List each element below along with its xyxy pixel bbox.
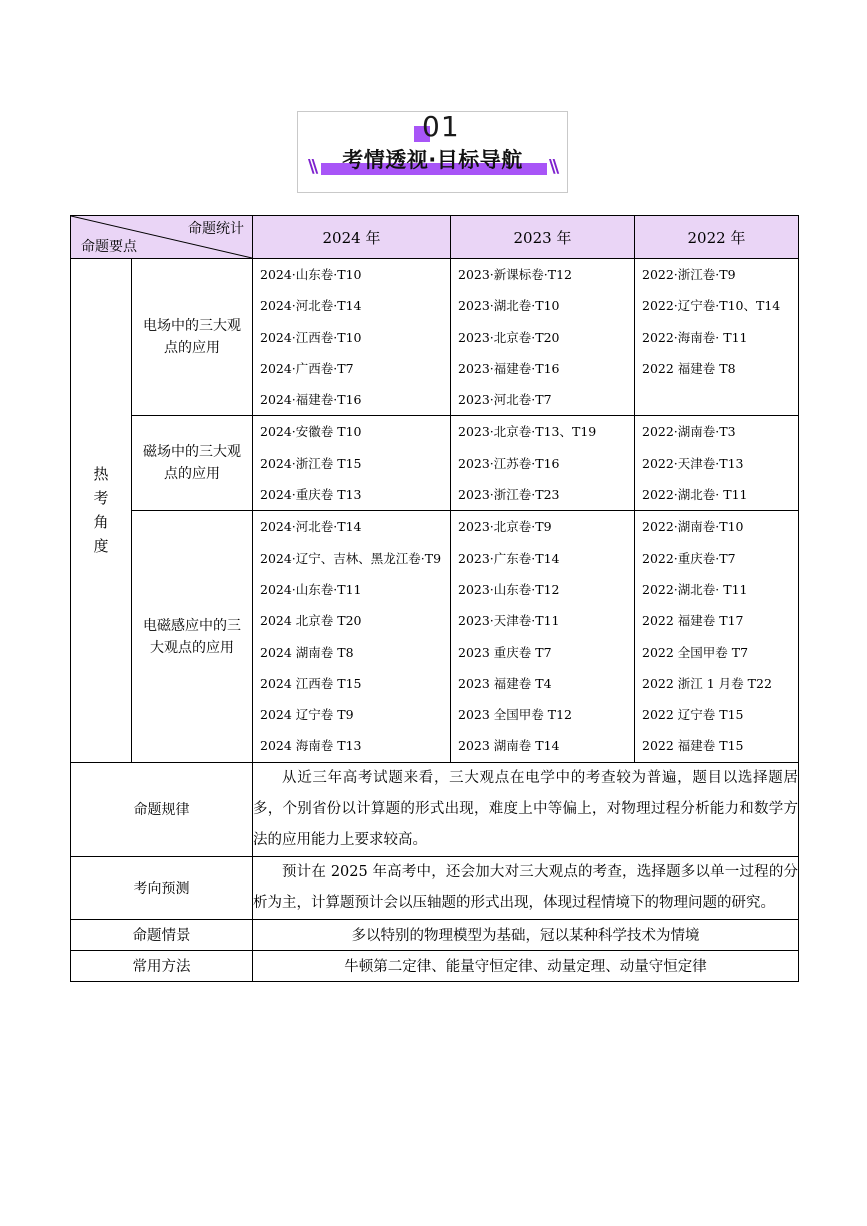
header-stat-label: 命题统计: [188, 221, 244, 237]
row-text-pattern: 从近三年高考试题来看，三大观点在电学中的考查较为普遍，题目以选择题居多，个别省份以计算题的形式出现，难度上中等偏上，对物理过程分析能力和数学方法的应用能力上要求较高。: [253, 762, 799, 856]
list-item: 2023·湖北卷·T10: [458, 298, 560, 314]
category-electromagnetic-induction: 电磁感应中的三大观点的应用: [132, 511, 253, 762]
list-item: 2024·浙江卷 T15: [260, 455, 362, 471]
list-2024-induction: [253, 511, 451, 762]
list-item: 2024·福建卷·T16: [260, 392, 362, 408]
list-item: 2024 辽宁卷 T9: [260, 707, 354, 723]
list-item: 2024·山东卷·T10: [260, 267, 362, 282]
list-item: 2023 重庆卷 T7: [458, 644, 552, 660]
slash-decoration-left: \\: [308, 156, 316, 177]
hot-topics-label: 热 考 角 度: [71, 259, 132, 763]
list-item: 2022 福建卷 T15: [642, 738, 744, 754]
list-item: 2023 福建卷 T4: [458, 675, 552, 691]
list-item: 2024 海南卷 T13: [260, 738, 362, 754]
list-item: 2023·新课标卷·T12: [458, 267, 573, 282]
list-item: 2022·辽宁卷·T10、T14: [642, 298, 781, 314]
row-text-context: 多以特别的物理模型为基础，冠以某种科学技术为情境: [253, 919, 799, 950]
section-title: 考情透视·目标导航: [342, 148, 523, 172]
list-item: 2024·辽宁、吉林、黑龙江卷·T9: [260, 550, 442, 566]
diagonal-header-cell: [71, 216, 253, 259]
list-item: 2022·重庆卷·T7: [642, 550, 736, 566]
list-item: 2024·广西卷·T7: [260, 360, 354, 376]
row-text-methods: 牛顿第二定律、能量守恒定律、动量定理、动量守恒定律: [253, 950, 799, 981]
list-item: 2024 湖南卷 T8: [260, 644, 354, 660]
list-item: 2023·北京卷·T9: [458, 519, 552, 535]
section-banner: [297, 111, 568, 193]
list-item: 2022 福建卷 T17: [642, 613, 744, 629]
list-item: 2024·河北卷·T14: [260, 298, 362, 314]
list-2022-electric: [635, 259, 799, 416]
row-label-forecast: 考向预测: [71, 856, 253, 919]
list-2023-magnetic: [451, 416, 635, 511]
year-header-2023: 2023 年: [451, 216, 635, 259]
list-item: 2023·福建卷·T16: [458, 360, 560, 376]
category-magnetic-field: 磁场中的三大观点的应用: [132, 416, 253, 511]
list-item: 2023·江苏卷·T16: [458, 455, 560, 471]
exam-analysis-table: [70, 215, 799, 982]
section-number: 01: [422, 110, 460, 143]
list-item: 2023·广东卷·T14: [458, 550, 560, 566]
year-header-2024: 2024 年: [253, 216, 451, 259]
row-label-methods: 常用方法: [71, 950, 253, 981]
slash-decoration-right: \\: [549, 156, 557, 177]
list-2023-electric: [451, 259, 635, 416]
list-item: 2024 北京卷 T20: [260, 613, 362, 629]
list-2024-magnetic: [253, 416, 451, 511]
year-header-2022: 2022 年: [635, 216, 799, 259]
list-item: 2022·浙江卷·T9: [642, 267, 736, 282]
row-label-pattern: 命题规律: [71, 762, 253, 856]
list-item: 2023·天津卷·T11: [458, 613, 560, 629]
list-item: 2022·湖南卷·T3: [642, 424, 736, 440]
list-item: 2023 全国甲卷 T12: [458, 707, 573, 723]
list-item: 2024·江西卷·T10: [260, 329, 362, 345]
list-item: 2024·重庆卷 T13: [260, 487, 362, 503]
list-item: 2023 湖南卷 T14: [458, 738, 560, 754]
list-2023-induction: [451, 511, 635, 762]
list-item: 2022 辽宁卷 T15: [642, 707, 744, 723]
list-item: 2022 全国甲卷 T7: [642, 644, 749, 660]
list-item: 2022·湖北卷· T11: [642, 487, 748, 503]
list-item: 2024 江西卷 T15: [260, 675, 362, 691]
list-item: 2022·海南卷· T11: [642, 329, 748, 345]
list-item: 2023·北京卷·T20: [458, 329, 560, 345]
list-item: 2022 浙江 1 月卷 T22: [642, 675, 772, 691]
header-point-label: 命题要点: [81, 239, 137, 255]
list-item: 2024·山东卷·T11: [260, 581, 362, 597]
list-2024-electric: [253, 259, 451, 416]
list-item: 2023·山东卷·T12: [458, 581, 560, 597]
list-item: 2022·湖南卷·T10: [642, 519, 744, 535]
row-label-context: 命题情景: [71, 919, 253, 950]
list-item: 2022·天津卷·T13: [642, 455, 744, 471]
list-2022-induction: [635, 511, 799, 762]
list-item: 2024·河北卷·T14: [260, 519, 362, 535]
list-item: 2023·浙江卷·T23: [458, 487, 560, 503]
list-item: 2022·湖北卷· T11: [642, 581, 748, 597]
list-item: 2022 福建卷 T8: [642, 360, 736, 376]
list-2022-magnetic: [635, 416, 799, 511]
list-item: 2024·安徽卷 T10: [260, 424, 362, 440]
list-item: 2023·北京卷·T13、T19: [458, 424, 597, 440]
list-item: 2023·河北卷·T7: [458, 392, 552, 408]
row-text-forecast: 预计在 2025 年高考中，还会加大对三大观点的考查，选择题多以单一过程的分析为主，计算题预计会以压轴题的形式出现，体现过程情境下的物理问题的研究。: [253, 856, 799, 919]
category-electric-field: 电场中的三大观点的应用: [132, 259, 253, 416]
